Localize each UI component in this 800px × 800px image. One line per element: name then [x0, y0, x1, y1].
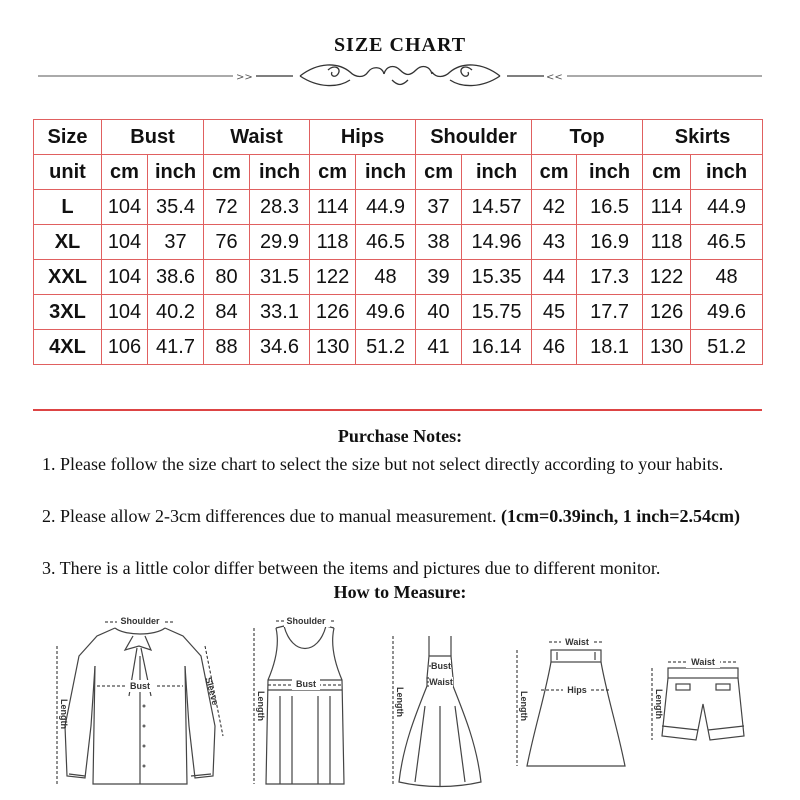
dress-length-label: Length	[395, 687, 405, 717]
svg-text:<<: <<	[546, 72, 563, 83]
size-cell: 4XL	[34, 330, 102, 365]
table-cell: 28.3	[250, 190, 310, 225]
table-cell: 33.1	[250, 295, 310, 330]
table-cell: 126	[643, 295, 691, 330]
table-cell: 16.14	[462, 330, 532, 365]
table-cell: 49.6	[356, 295, 416, 330]
table-cell: 48	[691, 260, 763, 295]
table-cell: 31.5	[250, 260, 310, 295]
note-2	[42, 503, 777, 529]
unit-cell: inch	[148, 155, 204, 190]
table-cell: 130	[310, 330, 356, 365]
tank-illustration	[240, 606, 370, 796]
size-header: Size	[34, 120, 102, 155]
table-cell: 44	[532, 260, 577, 295]
unit-cell: cm	[643, 155, 691, 190]
table-cell: 16.5	[577, 190, 643, 225]
table-cell: 14.57	[462, 190, 532, 225]
size-cell: XXL	[34, 260, 102, 295]
unit-cell: inch	[462, 155, 532, 190]
table-cell: 51.2	[356, 330, 416, 365]
table-cell: 84	[204, 295, 250, 330]
unit-cell: inch	[577, 155, 643, 190]
how-to-measure-title: How to Measure:	[333, 582, 467, 602]
size-cell: 3XL	[34, 295, 102, 330]
table-cell: 46.5	[356, 225, 416, 260]
unit-cell: cm	[204, 155, 250, 190]
table-cell: 17.3	[577, 260, 643, 295]
blouse-shoulder-label: Shoulder	[120, 616, 160, 626]
unit-cell: cm	[102, 155, 148, 190]
shorts-length-label: Length	[654, 689, 664, 719]
shorts-illustration	[640, 606, 760, 796]
table-cell: 48	[356, 260, 416, 295]
unit-cell: cm	[416, 155, 462, 190]
section-divider	[33, 409, 762, 411]
unit-cell: cm	[310, 155, 356, 190]
table-cell: 29.9	[250, 225, 310, 260]
table-cell: 43	[532, 225, 577, 260]
table-cell: 39	[416, 260, 462, 295]
table-header-row	[34, 120, 763, 155]
skirt-waist-label: Waist	[565, 637, 589, 647]
table-row	[34, 330, 763, 365]
table-cell: 104	[102, 225, 148, 260]
note-2-text: 2. Please allow 2-3cm differences due to manual measurement.	[42, 506, 502, 526]
unit-cell: inch	[691, 155, 763, 190]
blouse-sleeve-label: Sleeve	[203, 676, 221, 707]
unit-row	[34, 155, 763, 190]
table-cell: 72	[204, 190, 250, 225]
dress-illustration	[385, 606, 495, 796]
table-cell: 122	[643, 260, 691, 295]
table-cell: 45	[532, 295, 577, 330]
table-row	[34, 260, 763, 295]
table-cell: 118	[643, 225, 691, 260]
table-cell: 106	[102, 330, 148, 365]
tank-bust-label: Bust	[296, 679, 316, 689]
table-row	[34, 225, 763, 260]
shorts-waist-label: Waist	[691, 657, 715, 667]
bust-header: Bust	[102, 120, 204, 155]
table-cell: 104	[102, 295, 148, 330]
unit-cell: inch	[250, 155, 310, 190]
svg-text:>>: >>	[236, 72, 253, 83]
table-cell: 42	[532, 190, 577, 225]
table-cell: 16.9	[577, 225, 643, 260]
size-cell: XL	[34, 225, 102, 260]
table-cell: 35.4	[148, 190, 204, 225]
table-cell: 104	[102, 190, 148, 225]
table-cell: 122	[310, 260, 356, 295]
table-cell: 49.6	[691, 295, 763, 330]
note-3: 3. There is a little color differ between the items and pictures due to different monitor.	[42, 558, 661, 578]
table-cell: 15.35	[462, 260, 532, 295]
table-cell: 80	[204, 260, 250, 295]
ornamental-divider	[38, 62, 762, 92]
unit-label: unit	[34, 155, 102, 190]
page-title: SIZE CHART	[333, 34, 467, 56]
hips-header: Hips	[310, 120, 416, 155]
table-cell: 88	[204, 330, 250, 365]
note-2-conversion: (1cm=0.39inch, 1 inch=2.54cm)	[501, 506, 741, 526]
table-cell: 41	[416, 330, 462, 365]
size-cell: L	[34, 190, 102, 225]
note-1: 1. Please follow the size chart to select the size but not select directly according to your habits.	[42, 454, 724, 474]
tank-shoulder-label: Shoulder	[286, 616, 326, 626]
table-cell: 114	[310, 190, 356, 225]
skirt-length-label: Length	[519, 691, 529, 721]
table-cell: 46	[532, 330, 577, 365]
table-cell: 37	[148, 225, 204, 260]
table-cell: 40	[416, 295, 462, 330]
table-cell: 41.7	[148, 330, 204, 365]
table-cell: 15.75	[462, 295, 532, 330]
table-cell: 44.9	[356, 190, 416, 225]
table-cell: 46.5	[691, 225, 763, 260]
table-cell: 51.2	[691, 330, 763, 365]
table-cell: 130	[643, 330, 691, 365]
table-cell: 118	[310, 225, 356, 260]
table-cell: 17.7	[577, 295, 643, 330]
shoulder-header: Shoulder	[416, 120, 532, 155]
table-cell: 44.9	[691, 190, 763, 225]
skirt-hips-label: Hips	[567, 685, 587, 695]
top-header: Top	[532, 120, 643, 155]
table-cell: 38.6	[148, 260, 204, 295]
table-cell: 14.96	[462, 225, 532, 260]
skirts-header: Skirts	[643, 120, 763, 155]
dress-waist-label: Waist	[429, 677, 453, 687]
table-cell: 40.2	[148, 295, 204, 330]
table-cell: 18.1	[577, 330, 643, 365]
table-row	[34, 190, 763, 225]
table-cell: 126	[310, 295, 356, 330]
table-cell: 38	[416, 225, 462, 260]
skirt-illustration	[505, 606, 630, 796]
size-table	[33, 119, 763, 365]
table-cell: 76	[204, 225, 250, 260]
table-cell: 37	[416, 190, 462, 225]
table-cell: 34.6	[250, 330, 310, 365]
waist-header: Waist	[204, 120, 310, 155]
blouse-bust-label: Bust	[130, 681, 150, 691]
unit-cell: cm	[532, 155, 577, 190]
purchase-notes-title: Purchase Notes:	[337, 426, 463, 446]
table-row	[34, 295, 763, 330]
blouse-illustration	[45, 606, 235, 796]
tank-length-label: Length	[256, 691, 266, 721]
table-cell: 114	[643, 190, 691, 225]
table-cell: 104	[102, 260, 148, 295]
blouse-length-label: Length	[59, 699, 69, 729]
dress-bust-label: Bust	[431, 661, 451, 671]
unit-cell: inch	[356, 155, 416, 190]
